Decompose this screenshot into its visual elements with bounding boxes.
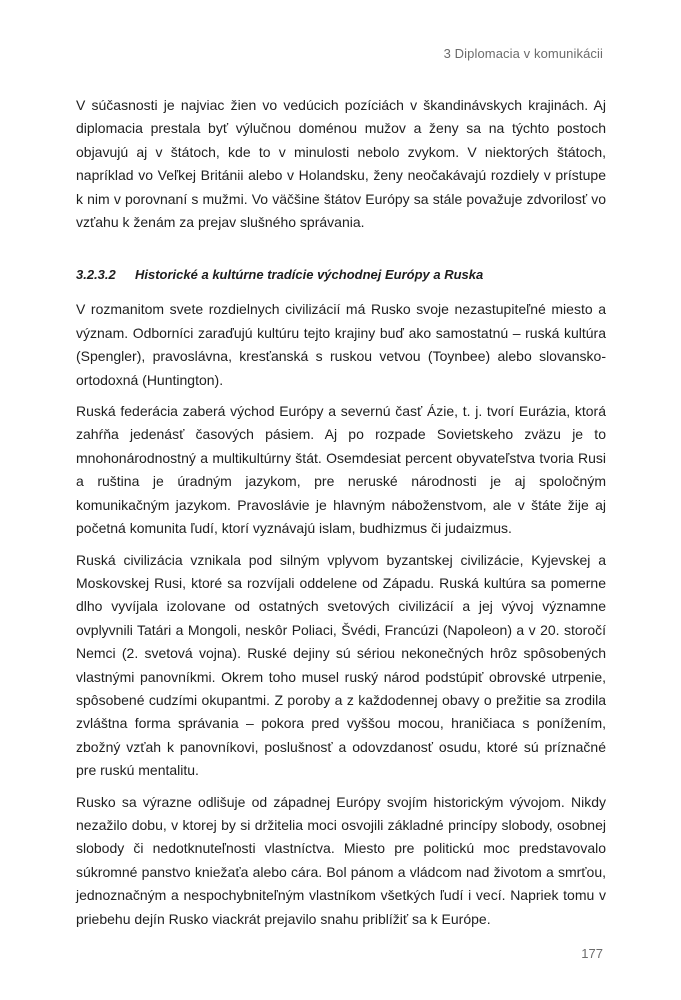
running-header: 3 Diplomacia v komunikácii — [443, 46, 603, 61]
paragraph-women-in-diplomacy: V súčasnosti je najviac žien vo vedúcich pozíciách v škandinávskych krajinách. Aj diplomacia prestala byť výlučnou doménou mužov a ženy sa na týchto postoch objavujú aj v štátoch, kde to v minulosti nebolo zvykom. V niektorých štátoch, napríklad vo Veľkej Británii alebo v Holandsku, ženy neočakávajú rozdiely v prístupe k nim v porovnaní s mužmi. Vo väčšine štátov Európy sa stále považuje zdvorilosť vo vzťahu k ženám za prejav slušného správania. — [76, 97, 606, 231]
page-number: 177 — [581, 946, 603, 961]
paragraph-russian-history: Ruská civilizácia vznikala pod silným vplyvom byzantskej civilizácie, Kyjevskej a Moskovskej Rusi, ktoré sa rozvíjali oddelene od Západu. Ruská kultúra sa pomerne dlho vyvíjala izolovane od ostatných svetových civilizácií a jej vývoj významne ovplyvnili Tatári a Mongoli, neskôr Poliaci, Švédi, Francúzi (Napoleon) a v 20. storočí Nemci (2. svetová vojna). Ruské dejiny sú sériou nekonečných hrôz spôsobených vlastnými panovníkmi. Okrem toho musel ruský národ podstúpiť obrovské utrpenie, spôsobené cudzími okupantmi. Z poroby a z každodennej obavy o prežitie sa zrodila zvláštna forma správania – pokora pred vyššou mocou, hraničiaca s ponížením, zbožný vzťah k panovníkovi, poslušnosť a odovzdanosť osudu, ktoré sú príznačné pre ruskú mentalitu. — [76, 551, 606, 779]
paragraph-russia-civilization: V rozmanitom svete rozdielnych civilizácií má Rusko svoje nezastupiteľné miesto a význam. Odborníci zaraďujú kultúru tejto krajiny buď ako samostatnú – ruská kultúra (Spengler), pravoslávna, kresťanská s ruskou vetvou (Toynbee) alebo slovansko-ortodoxná (Huntington). — [76, 301, 606, 388]
page-body — [76, 94, 606, 931]
section-number: 3.2.3.2 — [76, 267, 116, 283]
paragraph-russian-federation: Ruská federácia zaberá východ Európy a severnú časť Ázie, t. j. tvorí Eurázia, ktorá zahŕňa jedenásť časových pásiem. Aj po rozpade Sovietskeho zväzu je to mnohonárodnostný a multikultúrny štát. Osemdesiat percent obyvateľstva tvoria Rusi a ruština je úradným jazykom, pre neruské národnosti je aj spoločným komunikačným jazykom. Pravoslávie je hlavným náboženstvom, ale v štáte žije aj početná komunita ľudí, ktorí vyznávajú islam, budhizmus či judaizmus. — [76, 403, 606, 537]
section-title: Historické a kultúrne tradície východnej Európy a Ruska — [135, 267, 484, 283]
section-heading — [76, 265, 606, 285]
paragraph-russia-vs-europe: Rusko sa výrazne odlišuje od západnej Európy svojím historickým vývojom. Nikdy nezažilo dobu, v ktorej by si držitelia moci osvojili základné princípy slobody, osobnej slobody či nedotknuteľnosti vlastníctva. Miesto pre politickú moc predstavovalo súkromné panstvo kniežaťa alebo cára. Bol pánom a vládcom nad životom a smrťou, jednoznačným a nespochybniteľným vlastníkom všetkých ľudí i vecí. Napriek tomu v priebehu dejín Rusko viackrát prejavilo snahu priblížiť sa k Európe. — [76, 793, 606, 927]
